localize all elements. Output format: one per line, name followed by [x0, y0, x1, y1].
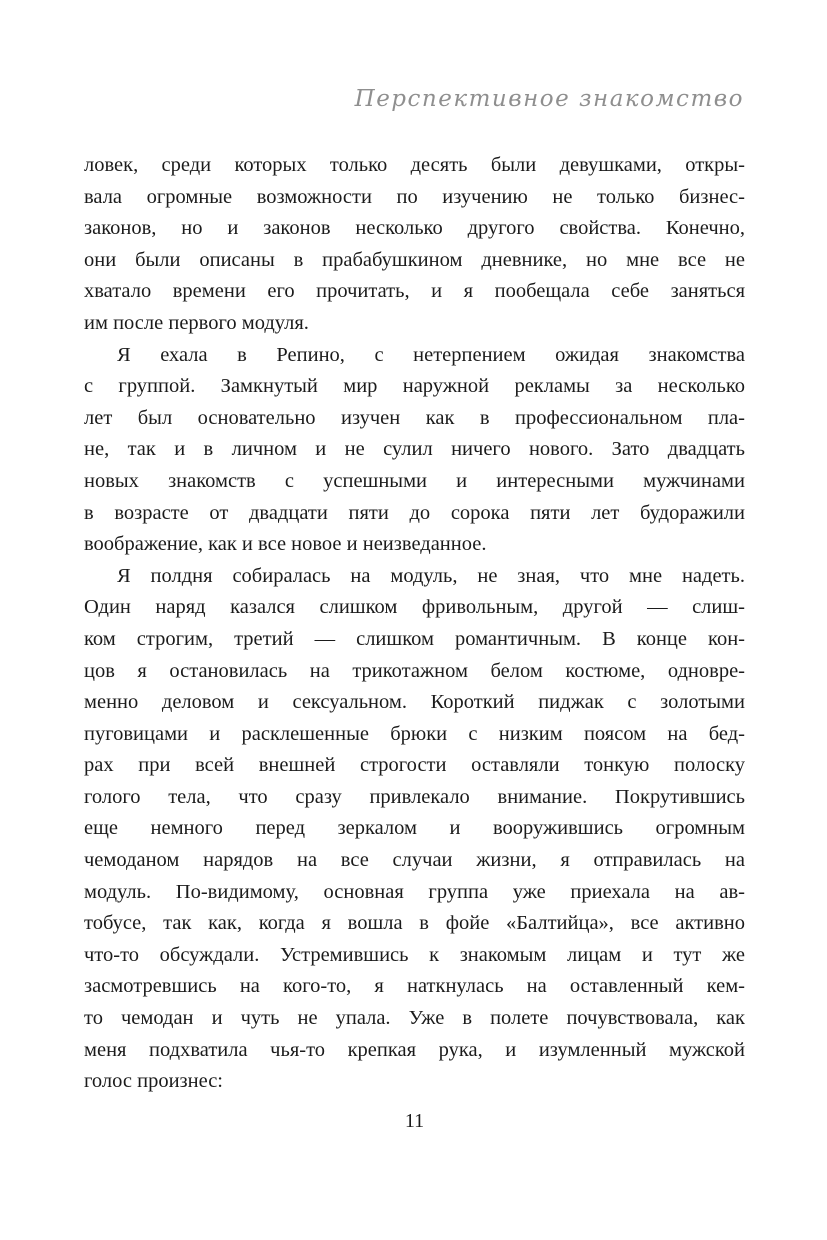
- page-number: 11: [404, 1110, 425, 1132]
- text-line: цов я остановилась на трикотажном белом костюме, одновре-: [84, 659, 745, 682]
- text-line: законов, но и законов несколько другого свойства. Конечно,: [84, 217, 745, 240]
- text-line: менно деловом и сексуальном. Короткий пиджак с золотыми: [84, 691, 745, 714]
- text-line: новых знакомств с успешными и интересными мужчинами: [84, 469, 745, 492]
- paragraph: [84, 561, 745, 1098]
- text-line: в возрасте от двадцати пяти до сорока пяти лет будоражили: [84, 501, 745, 524]
- text-line: еще немного перед зеркалом и вооружившись огромным: [84, 817, 745, 840]
- body-text: [84, 150, 745, 1098]
- text-line: Один наряд казался слишком фривольным, другой — слиш-: [84, 596, 745, 619]
- text-line: модуль. По-видимому, основная группа уже приехала на ав-: [84, 880, 745, 903]
- text-line: ловек, среди которых только десять были девушками, откры-: [84, 154, 745, 176]
- text-line: не, так и в личном и не сулил ничего нового. Зато двадцать: [84, 438, 745, 461]
- text-line: пуговицами и расклешенные брюки с низким поясом на бед-: [84, 722, 745, 745]
- text-line: рах при всей внешней строгости оставляли тонкую полоску: [84, 754, 745, 777]
- text-line: Я ехала в Репино, с нетерпением ожидая знакомства: [117, 343, 745, 366]
- text-line: с группой. Замкнутый мир наружной рекламы за несколько: [84, 375, 745, 398]
- text-line: им после первого модуля.: [84, 311, 309, 334]
- text-line: меня подхватила чья-то крепкая рука, и изумленный мужской: [84, 1038, 745, 1061]
- text-line: воображение, как и все новое и неизведанное.: [84, 533, 487, 556]
- text-line: засмотревшись на кого-то, я наткнулась на оставленный кем-: [84, 975, 745, 998]
- text-line: Я полдня собиралась на модуль, не зная, что мне надеть.: [117, 564, 745, 587]
- paragraph: [84, 340, 745, 561]
- text-line: то чемодан и чуть не упала. Уже в полете почувствовала, как: [84, 1007, 745, 1030]
- paragraph: [84, 150, 745, 340]
- text-line: голос произнес:: [84, 1070, 224, 1093]
- text-line: хватало времени его прочитать, и я пообещала себе заняться: [84, 280, 745, 303]
- text-line: лет был основательно изучен как в профессиональном пла-: [84, 406, 745, 429]
- text-line: вала огромные возможности по изучению не только бизнес-: [84, 185, 745, 208]
- text-line: голого тела, что сразу привлекало внимание. Покрутившись: [84, 785, 745, 808]
- text-line: тобусе, так как, когда я вошла в фойе «Балтийца», все активно: [84, 912, 745, 935]
- text-line: они были описаны в прабабушкином дневнике, но мне все не: [84, 248, 745, 271]
- running-head-title: Перспективное знакомство: [354, 86, 744, 112]
- text-line: чемоданом нарядов на все случаи жизни, я отправилась на: [84, 849, 745, 872]
- text-line: ком строгим, третий — слишком романтичным. В конце кон-: [84, 627, 745, 650]
- text-line: что-то обсуждали. Устремившись к знакомым лицам и тут же: [84, 943, 745, 966]
